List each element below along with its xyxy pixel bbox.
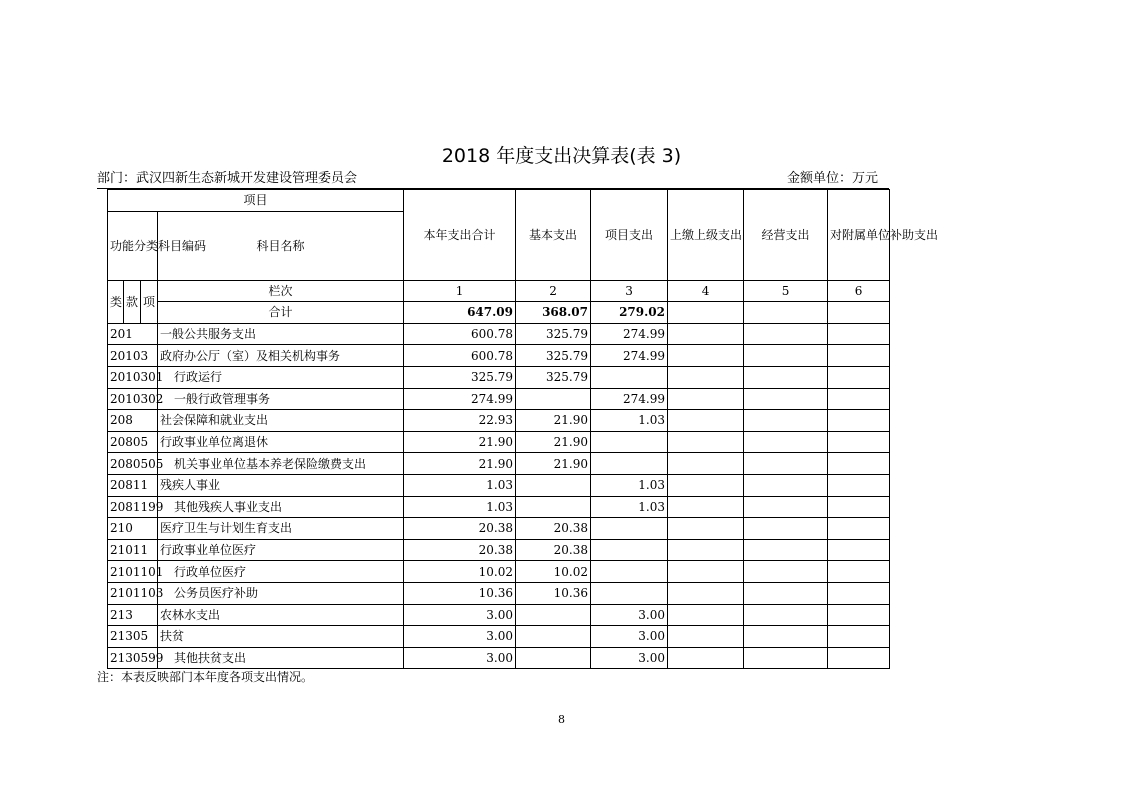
- row-upper: [668, 518, 744, 540]
- table-row: [108, 323, 890, 345]
- header-lanci: 栏次: [158, 280, 404, 302]
- row-business: [744, 626, 828, 648]
- row-basic: 325.79: [516, 345, 591, 367]
- row-upper: [668, 626, 744, 648]
- row-basic: [516, 474, 591, 496]
- row-total: 20.38: [404, 518, 516, 540]
- row-total: 3.00: [404, 604, 516, 626]
- header-xiang: 项: [141, 280, 158, 323]
- row-code: 213: [108, 604, 158, 626]
- row-upper: [668, 388, 744, 410]
- row-project: [591, 582, 668, 604]
- row-upper: [668, 647, 744, 669]
- row-upper: [668, 582, 744, 604]
- col-num-3: 3: [591, 280, 668, 302]
- table-row: [108, 388, 890, 410]
- row-subsidy: [828, 323, 890, 345]
- col-num-5: 5: [744, 280, 828, 302]
- row-code: 2101103: [108, 582, 158, 604]
- row-project: [591, 366, 668, 388]
- table-row: [108, 410, 890, 432]
- table-row: [108, 647, 890, 669]
- row-basic: 20.38: [516, 518, 591, 540]
- row-name: 公务员医疗补助: [174, 586, 259, 601]
- row-business: [744, 388, 828, 410]
- row-basic: [516, 496, 591, 518]
- row-subsidy: [828, 626, 890, 648]
- total-amount: 647.09: [404, 302, 516, 324]
- row-code: 2080505: [108, 453, 158, 475]
- row-basic: 10.02: [516, 561, 591, 583]
- expenditure-table: [107, 189, 939, 669]
- row-basic: 10.36: [516, 582, 591, 604]
- row-upper: [668, 539, 744, 561]
- total-project: 279.02: [591, 302, 668, 324]
- row-code: 2101101: [108, 561, 158, 583]
- row-total: 10.36: [404, 582, 516, 604]
- row-business: [744, 496, 828, 518]
- table-row: [108, 539, 890, 561]
- row-name: 行政事业单位医疗: [158, 539, 404, 561]
- row-business: [744, 561, 828, 583]
- table-row: [108, 604, 890, 626]
- row-business: [744, 604, 828, 626]
- header-col-subsidy: 对附属单位补助支出: [828, 190, 890, 281]
- row-subsidy: [828, 388, 890, 410]
- row-total: 3.00: [404, 647, 516, 669]
- table-row: [108, 518, 890, 540]
- row-name: 一般公共服务支出: [158, 323, 404, 345]
- row-project: 1.03: [591, 496, 668, 518]
- department-label: 部门：武汉四新生态新城开发建设管理委员会: [97, 171, 358, 186]
- row-project: 1.03: [591, 410, 668, 432]
- row-business: [744, 518, 828, 540]
- row-name: 其他残疾人事业支出: [174, 499, 283, 514]
- row-total: 1.03: [404, 474, 516, 496]
- header-row-3: [108, 280, 890, 302]
- row-code: 20805: [108, 431, 158, 453]
- row-code: 201: [108, 323, 158, 345]
- row-name: 医疗卫生与计划生育支出: [158, 518, 404, 540]
- row-code: 21011: [108, 539, 158, 561]
- row-business: [744, 323, 828, 345]
- row-project: 1.03: [591, 474, 668, 496]
- table-row: [108, 366, 890, 388]
- total-subsidy: [828, 302, 890, 324]
- table-row: [108, 474, 890, 496]
- total-label: 合计: [158, 302, 404, 324]
- row-code: 208: [108, 410, 158, 432]
- row-subsidy: [828, 604, 890, 626]
- row-subsidy: [828, 366, 890, 388]
- row-code: 210: [108, 518, 158, 540]
- row-name: 一般行政管理事务: [174, 391, 271, 406]
- table-row: [108, 431, 890, 453]
- header-col-upper: 上缴上级支出: [668, 190, 744, 281]
- table-note: 注：本表反映部门本年度各项支出情况。: [97, 670, 314, 684]
- row-subsidy: [828, 496, 890, 518]
- row-subsidy: [828, 647, 890, 669]
- row-subsidy: [828, 518, 890, 540]
- row-basic: 325.79: [516, 323, 591, 345]
- row-project: 3.00: [591, 604, 668, 626]
- amount-unit-label: 金额单位：万元: [786, 171, 878, 186]
- header-func-code: 功能分类科目编码: [108, 211, 158, 280]
- table-row: [108, 345, 890, 367]
- row-business: [744, 539, 828, 561]
- table-row: [108, 453, 890, 475]
- row-name: 行政事业单位离退休: [158, 431, 404, 453]
- row-code: 2010301: [108, 366, 158, 388]
- row-business: [744, 410, 828, 432]
- header-subject-name: 科目名称: [158, 211, 404, 280]
- row-business: [744, 647, 828, 669]
- row-business: [744, 366, 828, 388]
- row-subsidy: [828, 539, 890, 561]
- row-total: 21.90: [404, 431, 516, 453]
- row-total: 274.99: [404, 388, 516, 410]
- row-basic: 21.90: [516, 431, 591, 453]
- row-subsidy: [828, 453, 890, 475]
- row-total: 3.00: [404, 626, 516, 648]
- row-basic: [516, 604, 591, 626]
- row-project: [591, 518, 668, 540]
- row-upper: [668, 410, 744, 432]
- row-business: [744, 474, 828, 496]
- header-item: 项目: [108, 190, 404, 212]
- row-project: [591, 539, 668, 561]
- table-row: [108, 496, 890, 518]
- row-subsidy: [828, 474, 890, 496]
- row-basic: 325.79: [516, 366, 591, 388]
- header-col-project: 项目支出: [591, 190, 668, 281]
- total-row: [108, 302, 890, 324]
- row-project: [591, 431, 668, 453]
- row-business: [744, 431, 828, 453]
- row-name: 农林水支出: [158, 604, 404, 626]
- row-code: 2010302: [108, 388, 158, 410]
- row-upper: [668, 345, 744, 367]
- total-business: [744, 302, 828, 324]
- row-upper: [668, 604, 744, 626]
- row-code: 2130599: [108, 647, 158, 669]
- col-num-4: 4: [668, 280, 744, 302]
- total-basic: 368.07: [516, 302, 591, 324]
- page-number: 8: [558, 713, 565, 726]
- row-total: 325.79: [404, 366, 516, 388]
- row-basic: [516, 626, 591, 648]
- page-title: 2018 年度支出决算表(表 3): [441, 145, 682, 167]
- row-name: 残疾人事业: [158, 474, 404, 496]
- row-project: [591, 561, 668, 583]
- row-business: [744, 345, 828, 367]
- row-total: 600.78: [404, 323, 516, 345]
- row-basic: 20.38: [516, 539, 591, 561]
- header-lei: 类: [108, 280, 124, 323]
- row-total: 20.38: [404, 539, 516, 561]
- col-num-6: 6: [828, 280, 890, 302]
- row-project: 274.99: [591, 345, 668, 367]
- row-basic: 21.90: [516, 453, 591, 475]
- row-total: 1.03: [404, 496, 516, 518]
- row-name: 机关事业单位基本养老保险缴费支出: [174, 456, 367, 471]
- row-name: 政府办公厅（室）及相关机构事务: [158, 345, 404, 367]
- row-basic: 21.90: [516, 410, 591, 432]
- row-total: 21.90: [404, 453, 516, 475]
- row-name: 行政运行: [174, 370, 223, 385]
- row-basic: [516, 647, 591, 669]
- header-col-basic: 基本支出: [516, 190, 591, 281]
- row-code: 21305: [108, 626, 158, 648]
- row-subsidy: [828, 431, 890, 453]
- row-basic: [516, 388, 591, 410]
- col-num-1: 1: [404, 280, 516, 302]
- row-name: 扶贫: [158, 626, 404, 648]
- col-num-2: 2: [516, 280, 591, 302]
- row-upper: [668, 474, 744, 496]
- row-project: 3.00: [591, 647, 668, 669]
- row-upper: [668, 366, 744, 388]
- row-code: 20811: [108, 474, 158, 496]
- row-upper: [668, 496, 744, 518]
- header-kuan: 款: [124, 280, 141, 323]
- total-upper: [668, 302, 744, 324]
- header-col-total: 本年支出合计: [404, 190, 516, 281]
- row-project: 274.99: [591, 388, 668, 410]
- row-business: [744, 453, 828, 475]
- row-name: 其他扶贫支出: [174, 650, 247, 665]
- row-name: 行政单位医疗: [174, 564, 247, 579]
- row-total: 22.93: [404, 410, 516, 432]
- header-col-business: 经营支出: [744, 190, 828, 281]
- table-row: [108, 561, 890, 583]
- row-upper: [668, 561, 744, 583]
- row-project: 274.99: [591, 323, 668, 345]
- row-subsidy: [828, 582, 890, 604]
- row-total: 10.02: [404, 561, 516, 583]
- row-upper: [668, 323, 744, 345]
- row-upper: [668, 431, 744, 453]
- row-code: 2081199: [108, 496, 158, 518]
- row-total: 600.78: [404, 345, 516, 367]
- row-upper: [668, 453, 744, 475]
- header-row-1: [108, 190, 890, 212]
- row-subsidy: [828, 561, 890, 583]
- row-subsidy: [828, 410, 890, 432]
- row-name: 社会保障和就业支出: [158, 410, 404, 432]
- table-row: [108, 582, 890, 604]
- row-subsidy: [828, 345, 890, 367]
- row-code: 20103: [108, 345, 158, 367]
- row-business: [744, 582, 828, 604]
- row-project: [591, 453, 668, 475]
- row-project: 3.00: [591, 626, 668, 648]
- table-row: [108, 626, 890, 648]
